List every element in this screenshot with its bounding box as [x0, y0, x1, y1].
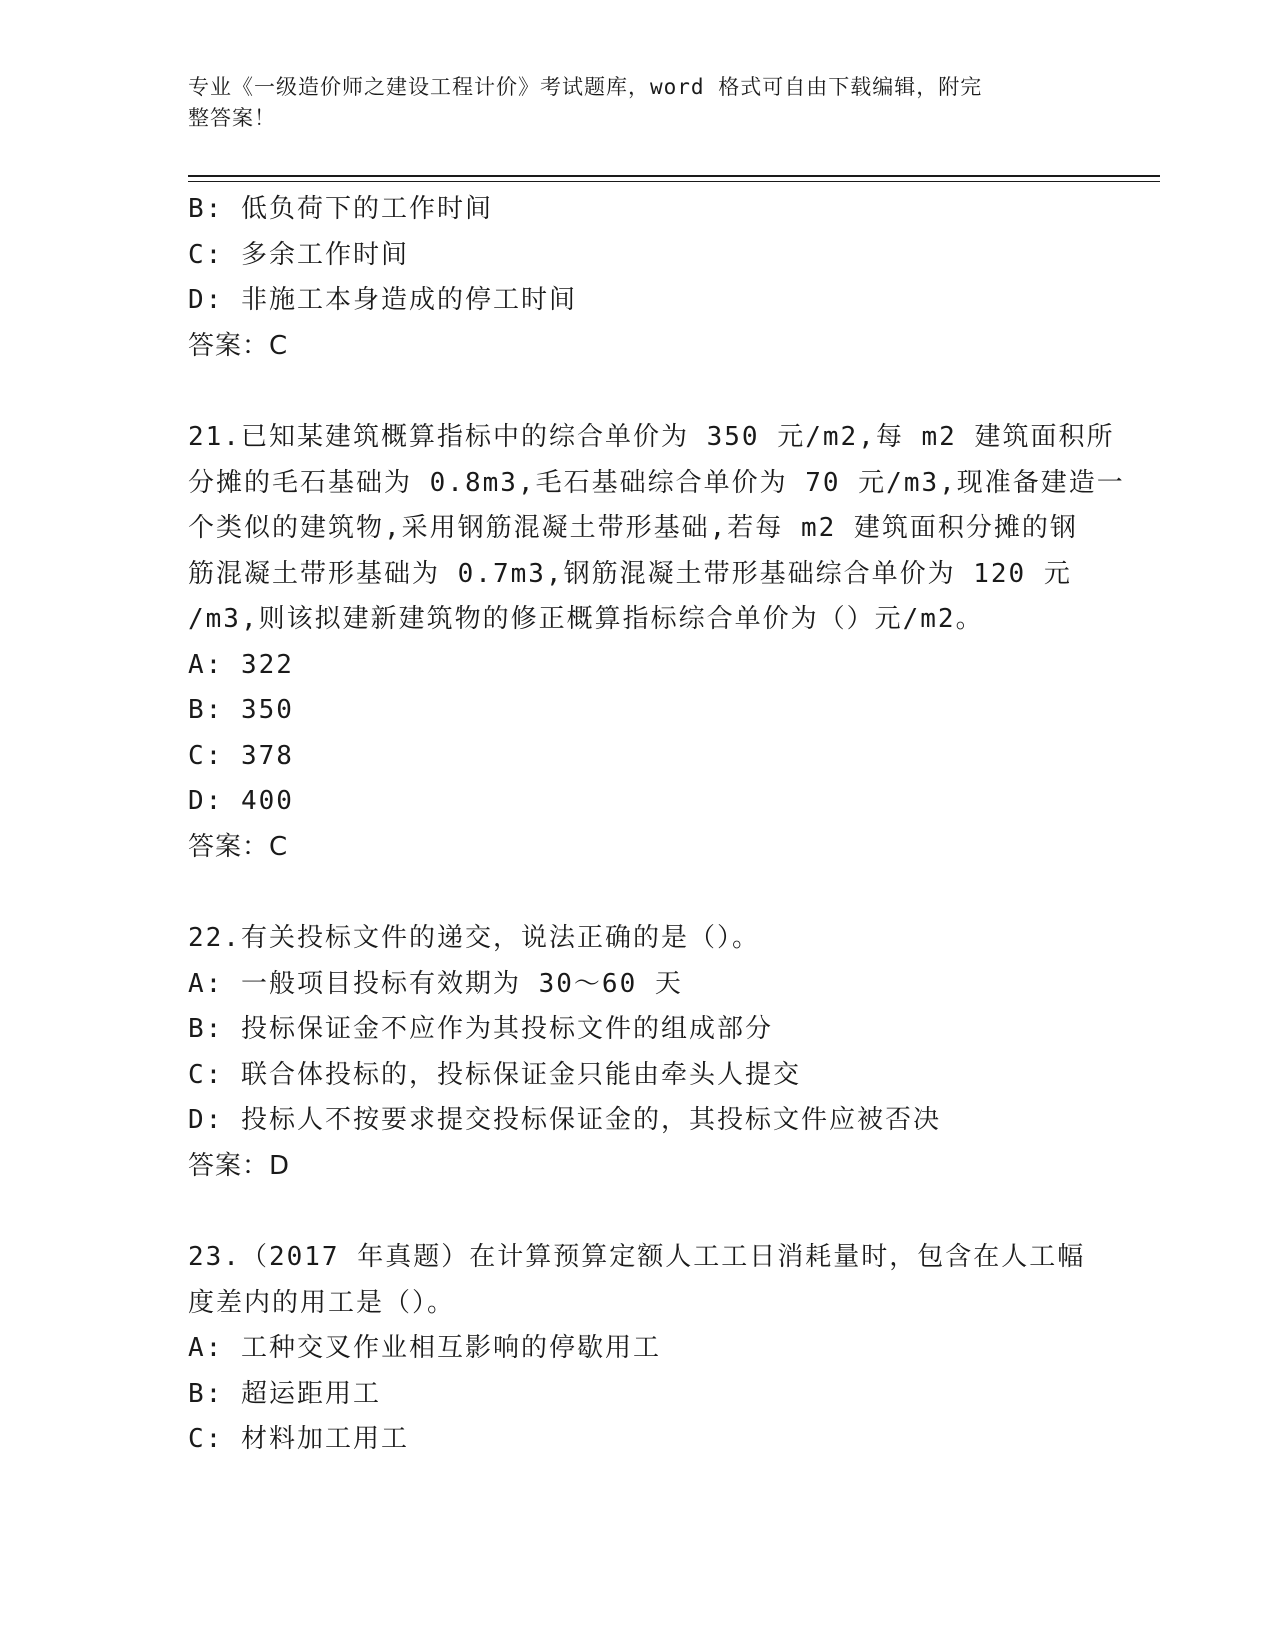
- header-divider-thick: [188, 175, 1160, 177]
- option-b: B: 投标保证金不应作为其投标文件的组成部分: [188, 1014, 773, 1044]
- question-content: [188, 187, 1125, 1463]
- option-c: C: 联合体投标的，投标保证金只能由牵头人提交: [188, 1059, 801, 1090]
- question-stem-line: 23.（2017 年真题）在计算预算定额人工工日消耗量时，包含在人工幅: [188, 1242, 1086, 1272]
- answer-label: 答案：C: [188, 831, 289, 862]
- question-23: [188, 1235, 1088, 1463]
- option-b: B: 超运距用工: [188, 1378, 381, 1409]
- answer-label: 答案：D: [188, 1150, 291, 1181]
- prev-question-block: [188, 187, 1088, 369]
- header-line-1: 专业《一级造价师之建设工程计价》考试题库，word 格式可自由下载编辑，附完: [188, 75, 983, 99]
- option-c: C: 多余工作时间: [188, 239, 409, 270]
- option-d: D: 非施工本身造成的停工时间: [188, 285, 577, 315]
- option-b: B: 低负荷下的工作时间: [188, 194, 493, 224]
- question-stem-line: 21.已知某建筑概算指标中的综合单价为 350 元/m2,每 m2 建筑面积所: [188, 422, 1115, 452]
- question-stem-line: 个类似的建筑物,采用钢筋混凝土带形基础,若每 m2 建筑面积分摊的钢: [188, 513, 1078, 543]
- spacer: [188, 1189, 1088, 1235]
- document-header: [188, 72, 1088, 134]
- question-21: [188, 415, 1125, 870]
- question-stem-line: 度差内的用工是（）。: [188, 1287, 456, 1318]
- spacer: [188, 369, 1088, 415]
- spacer: [188, 870, 1088, 916]
- option-a: A: 工种交叉作业相互影响的停歇用工: [188, 1333, 661, 1363]
- option-b: B: 350: [188, 695, 294, 725]
- option-d: D: 投标人不按要求提交投标保证金的，其投标文件应被否决: [188, 1105, 941, 1135]
- answer-label: 答案：C: [188, 330, 289, 361]
- question-stem-line: /m3,则该拟建新建筑物的修正概算指标综合单价为（）元/m2。: [188, 604, 984, 634]
- header-divider-thin: [188, 181, 1160, 182]
- question-22: [188, 916, 1088, 1189]
- question-stem-line: 22.有关投标文件的递交，说法正确的是（）。: [188, 923, 760, 953]
- option-a: A: 322: [188, 649, 294, 680]
- question-stem-line: 筋混凝土带形基础为 0.7m3,钢筋混凝土带形基础综合单价为 120 元: [188, 558, 1072, 589]
- option-a: A: 一般项目投标有效期为 30～60 天: [188, 968, 683, 999]
- option-c: C: 材料加工用工: [188, 1424, 409, 1454]
- header-line-2: 整答案！: [188, 106, 276, 130]
- option-d: D: 400: [188, 786, 294, 816]
- option-c: C: 378: [188, 740, 294, 771]
- question-stem-line: 分摊的毛石基础为 0.8m3,毛石基础综合单价为 70 元/m3,现准备建造一: [188, 467, 1125, 498]
